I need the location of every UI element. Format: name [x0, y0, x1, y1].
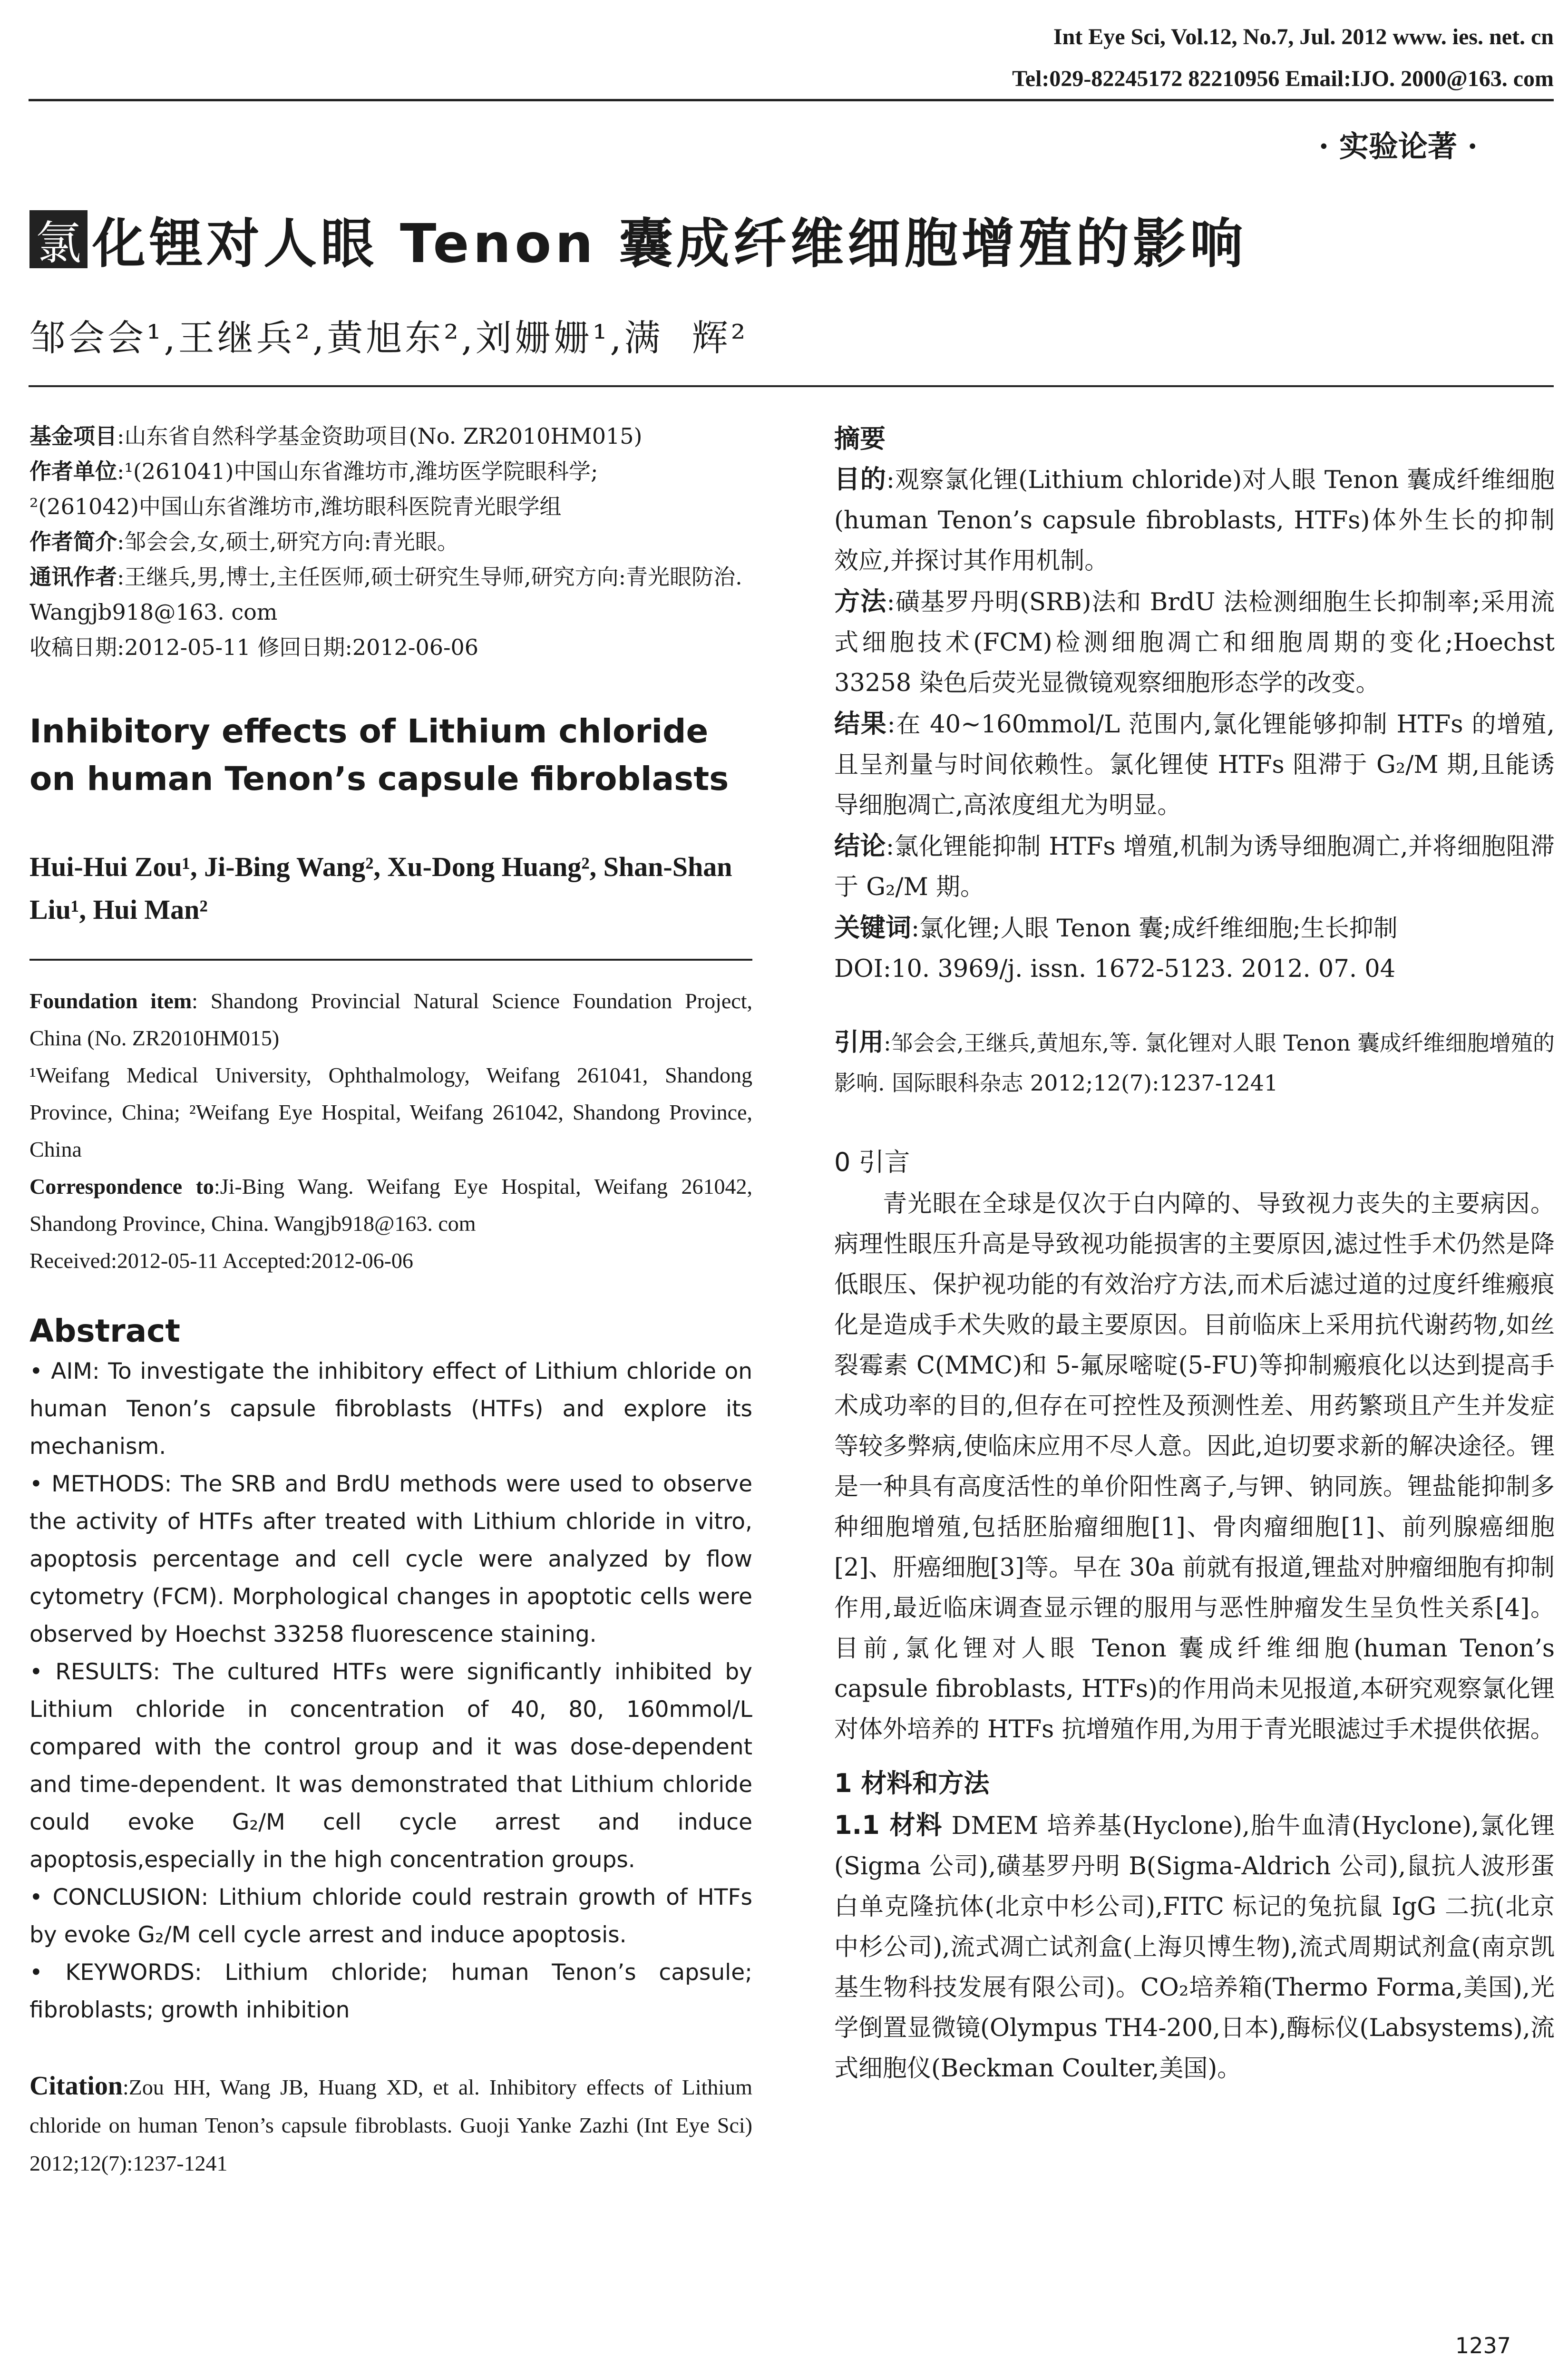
affiliation-text-1: :¹(261041)中国山东省潍坊市,潍坊医学院眼科学; [117, 458, 598, 484]
doi: DOI:10. 3969/j. issn. 1672-5123. 2012. 07. 04 [834, 955, 1396, 983]
keywords-text-cn: :氯化锂;人眼 Tenon 囊;成纤维细胞;生长抑制 [911, 915, 1398, 943]
intro-heading: 0 引言 [834, 1147, 910, 1177]
left-column [29, 419, 752, 2182]
section-label: · 实验论著 · [1318, 129, 1478, 164]
right-column [834, 419, 1555, 2089]
bio-label: 作者简介 [29, 529, 117, 555]
header-rule [29, 99, 1554, 101]
abstract-aim-en: • AIM: To investigate the inhibitory effect of Lithium chloride on human Tenon’s capsule fibroblasts (HTFs) and explore its mechanism. [29, 1358, 752, 1460]
article-info-en [29, 983, 752, 1279]
keywords-label-cn: 关键词 [834, 913, 911, 943]
abstract-heading-en: Abstract [29, 1313, 180, 1349]
article-info-cn [29, 419, 752, 665]
correspondence-text-en: :Ji-Bing Wang. Weifang Eye Hospital, Weifang 261042, Shandong Province, China. Wangjb918@163. com [29, 1174, 752, 1236]
citation-label-cn: 引用 [834, 1028, 884, 1057]
citation-label-en: Citation [29, 2071, 123, 2101]
foundation-text: : Shandong Provincial Natural Science Foundation Project, China (No. ZR2010HM015) [29, 989, 752, 1050]
methods-text-cn: :磺基罗丹明(SRB)法和 BrdU 法检测细胞生长抑制率;采用流式细胞技术(FCM)检测细胞凋亡和细胞周期的变化;Hoechst 33258 染色后荧光显微镜观察细胞形态学的改变。 [834, 588, 1555, 697]
methods-label-cn: 方法 [834, 586, 887, 616]
abstract-conclusion-cn [834, 826, 1555, 907]
citation-text-en: :Zou HH, Wang JB, Huang XD, et al. Inhibitory effects of Lithium chloride on human Tenon’s capsule fibroblasts. Guoji Yanke Zazhi (Int Eye Sci) 2012;12(7):1237-1241 [29, 2075, 752, 2175]
authors-en: Hui-Hui Zou¹, Ji-Bing Wang², Xu-Dong Huang², Shan-Shan Liu¹, Hui Man² [29, 851, 732, 925]
dates-en: Received:2012-05-11 Accepted:2012-06-06 [29, 1248, 413, 1273]
abstract-cn [834, 459, 1555, 989]
foundation-label: Foundation item [29, 989, 192, 1013]
funding-text: :山东省自然科学基金资助项目(No. ZR2010HM015) [117, 423, 643, 449]
correspondence-label-en: Correspondence to [29, 1174, 214, 1198]
citation-en [29, 2067, 752, 2182]
funding-line [29, 419, 752, 454]
materials-text: DMEM 培养基(Hyclone),胎牛血清(Hyclone),氯化锂(Sigma 公司),磺基罗丹明 B(Sigma-Aldrich 公司),鼠抗人波形蛋白单克隆抗体(北京中杉公司),FITC 标记的兔抗鼠 IgG 二抗(北京中杉公司),流式凋亡试剂盒(上海贝博生物),流式周期试剂盒(南京凯基生物科技发展有限公司)。CO₂培养箱(Thermo Forma,美国),光学倒置显微镜(Olympus TH4-200,日本),酶标仪(Labsystems),流式细胞仪(Beckman Coulter,美国)。 [834, 1812, 1555, 2083]
materials-paragraph [834, 1805, 1555, 2089]
aim-text-cn: :观察氯化锂(Lithium chloride)对人眼 Tenon 囊成纤维细胞(human Tenon’s capsule fibroblasts, HTFs)体外生长的抑制效应,并探讨其作用机制。 [834, 466, 1555, 575]
left-divider [29, 959, 752, 961]
journal-header-line-1: Int Eye Sci, Vol.12, No.7, Jul. 2012 www. ies. net. cn [1053, 24, 1554, 49]
journal-header-line-2: Tel:029-82245172 82210956 Email:IJO. 2000@163. com [1012, 66, 1554, 91]
abstract-methods-cn [834, 581, 1555, 703]
abstract-conclusion-en: • CONCLUSION: Lithium chloride could restrain growth of HTFs by evoke G₂/M cell cycle arrest and induce apoptosis. [29, 1884, 752, 1948]
foundation-en [29, 983, 752, 1057]
abstract-keywords-cn [834, 907, 1555, 949]
authors-cn: 邹会会¹,王继兵²,黄旭东²,刘姗姗¹,满 辉² [29, 317, 749, 359]
page-number: 1237 [1455, 2333, 1511, 2358]
article-title-cn [29, 204, 1247, 275]
results-text-cn: :在 40~160mmol/L 范围内,氯化锂能够抑制 HTFs 的增殖,且呈剂量与时间依赖性。氯化锂使 HTFs 阻滞于 G₂/M 期,且能诱导细胞凋亡,高浓度组尤为明显。 [834, 711, 1555, 819]
materials-label: 1.1 材料 [834, 1810, 943, 1840]
correspondence-en [29, 1168, 752, 1242]
aim-label-cn: 目的 [834, 464, 886, 494]
abstract-aim-cn [834, 459, 1555, 581]
conclusion-text-cn: :氯化锂能抑制 HTFs 增殖,机制为诱导细胞凋亡,并将细胞阻滞于 G₂/M 期。 [834, 833, 1555, 901]
affiliation-line-1 [29, 454, 752, 489]
citation-text-cn: :邹会会,王继兵,黄旭东,等. 氯化锂对人眼 Tenon 囊成纤维细胞增殖的影响. 国际眼科杂志 2012;12(7):1237-1241 [834, 1030, 1555, 1096]
affiliations-en: ¹Weifang Medical University, Ophthalmology, Weifang 261041, Shandong Province, China; ²Weifang Eye Hospital, Weifang 261042, Shandong Province, China [29, 1063, 752, 1161]
title-rule [29, 385, 1554, 387]
bio-line [29, 524, 752, 559]
abstract-heading-cn: 摘要 [834, 424, 886, 454]
abstract-methods-en: • METHODS: The SRB and BrdU methods were used to observe the activity of HTFs after treated with Lithium chloride in vitro, apoptosis percentage and cell cycle were analyzed by flow cytometry (FCM). Morphological changes in apoptotic cells were observed by Hoechst 33258 fluorescence staining. [29, 1471, 752, 1647]
affiliation-label: 作者单位 [29, 458, 117, 484]
abstract-keywords-en: • KEYWORDS: Lithium chloride; human Tenon’s capsule; fibroblasts; growth inhibition [29, 1959, 752, 2023]
funding-label: 基金项目 [29, 423, 117, 449]
correspondence-cn [29, 559, 752, 630]
results-label-cn: 结果 [834, 709, 887, 739]
title-first-char-highlight: 氯 [29, 210, 88, 268]
conclusion-label-cn: 结论 [834, 831, 886, 861]
intro-paragraph: 青光眼在全球是仅次于白内障的、导致视力丧失的主要病因。病理性眼压升高是导致视功能损害的主要原因,滤过性手术仍然是降低眼压、保护视功能的有效治疗方法,而术后滤过道的过度纤维瘢痕化是造成手术失败的最主要原因。目前临床上采用抗代谢药物,如丝裂霉素 C(MMC)和 5-氟尿嘧啶(5-FU)等抑制瘢痕化以达到提高手术成功率的目的,但存在可控性及预测性差、用药繁琐且产生并发症等较多弊病,使临床应用不尽人意。因此,迫切要求新的解决途径。锂是一种具有高度活性的单价阳性离子,与钾、钠同族。锂盐能抑制多种细胞增殖,包括胚胎瘤细胞[1]、骨肉瘤细胞[1]、前列腺癌细胞[2]、肝癌细胞[3]等。早在 30a 前就有报道,锂盐对肿瘤细胞有抑制作用,最近临床调查显示锂的服用与恶性肿瘤发生呈负性关系[4]。目前,氯化锂对人眼 Tenon 囊成纤维细胞(human Tenon’s capsule fibroblasts, HTFs)的作用尚未见报道,本研究观察氯化锂对体外培养的 HTFs 抗增殖作用,为用于青光眼滤过手术提供依据。 [834, 1190, 1555, 1744]
dates-cn: 收稿日期:2012-05-11 修回日期:2012-06-06 [29, 634, 479, 660]
abstract-results-en: • RESULTS: The cultured HTFs were significantly inhibited by Lithium chloride in concentration of 40, 80, 160mmol/L compared with the control group and it was dose-dependent and time-dependent. It was demonstrated that Lithium chloride could evoke G₂/M cell cycle arrest and induce apoptosis,especially in the high concentration groups. [29, 1659, 752, 1873]
citation-cn [834, 1023, 1555, 1103]
correspondence-text-cn: :王继兵,男,博士,主任医师,硕士研究生导师,研究方向:青光眼防治. Wangjb918@163. com [29, 564, 742, 625]
methods-heading: 1 材料和方法 [834, 1768, 990, 1798]
abstract-results-cn [834, 703, 1555, 826]
title-text: 化锂对人眼 Tenon 囊成纤维细胞增殖的影响 [92, 213, 1247, 275]
bio-text: :邹会会,女,硕士,研究方向:青光眼。 [117, 529, 459, 555]
correspondence-label-cn: 通讯作者 [29, 564, 117, 590]
affiliation-line-2: ²(261042)中国山东省潍坊市,潍坊眼科医院青光眼学组 [29, 494, 562, 519]
article-title-en: Inhibitory effects of Lithium chloride on human Tenon’s capsule fibroblasts [29, 712, 729, 798]
